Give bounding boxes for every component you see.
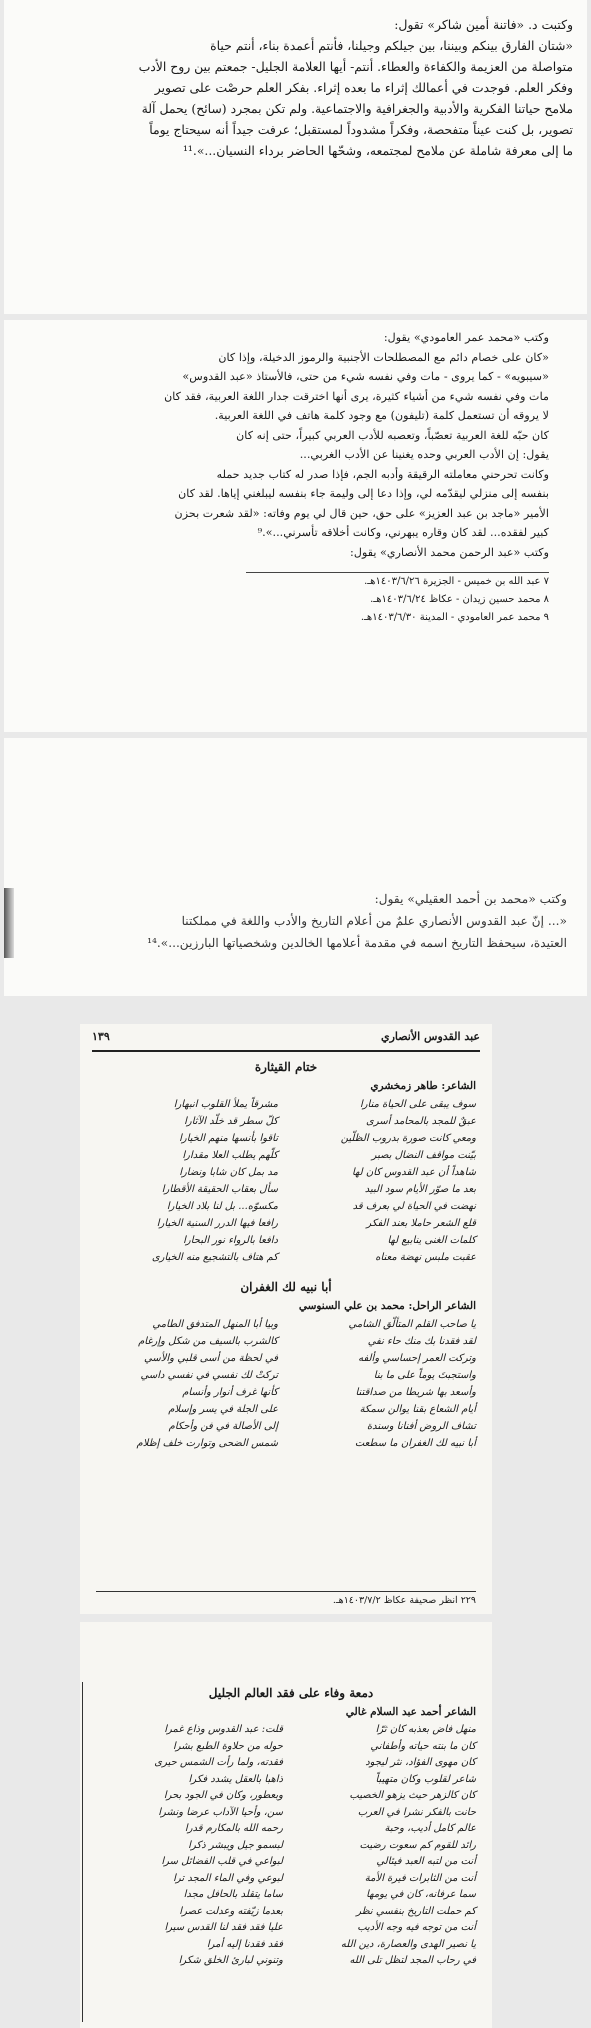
verse-first-hemistich: ومعي كانت صورة بدروب الظلّين bbox=[340, 1133, 476, 1144]
verse-first-hemistich: أبا نبيه لك الغفران ما سطعت bbox=[354, 1438, 476, 1449]
footnote-line: ٩ محمد عمر العامودي - المدينة ١٤٠٣/٦/٣٠هـ. bbox=[360, 612, 549, 623]
verse-first-hemistich: قلع الشعر حاملا بعند الفكر bbox=[366, 1218, 476, 1229]
verse-first-hemistich: سما عرفانه، كان في يومها bbox=[366, 1889, 476, 1900]
verse-second-hemistich: وبيا أبا المنهل المتدفق الطامي bbox=[152, 1319, 278, 1330]
text-line: ملامح حياتنا الفكرية والأدبية والجغرافية والاجتماعية. ولم تكن بمجرد (سائح) يحمل آلة bbox=[141, 101, 573, 116]
verse-first-hemistich: واستجبتَ يوماً على ما بنا bbox=[373, 1370, 476, 1381]
verse-first-hemistich: عقبت ملبس نهضة معناه bbox=[375, 1252, 476, 1263]
verse-first-hemistich: كان مهوى الفؤاد، نثر ليجود bbox=[365, 1757, 476, 1768]
verse-first-hemistich: وأسعد بها شريطا من صداقتنا bbox=[355, 1387, 476, 1398]
verse-second-hemistich: كأنها غرف أنوار وأنسام bbox=[182, 1387, 278, 1398]
verse-second-hemistich: مكسوّه... بل لنا بلاد الخيارا bbox=[166, 1201, 278, 1212]
verse-first-hemistich: كان ما بنته حياته وأطفاني bbox=[370, 1740, 476, 1752]
verse-first-hemistich: لقد فقدنا بك منك حاء نفي bbox=[367, 1336, 476, 1347]
running-head: عبد القدوس الأنصاري bbox=[380, 1030, 480, 1043]
text-line: بنفسه إلى منزلي ليقدّمه لي، وإذا دعا إلى وليمة جاء بنفسه ليبلغني إياها. لقد كان bbox=[178, 487, 549, 500]
poem-title: أبا نبيه لك الغفران bbox=[240, 1280, 332, 1294]
verse-first-hemistich: نهضت في الحياة لي بعرف قد bbox=[352, 1201, 476, 1212]
text-line: العتيدة، سيحفظ التاريخ اسمه في مقدمة أعلامها الخالدين وشخصياتها البارزين...».¹⁴ bbox=[147, 936, 567, 950]
verse-first-hemistich: منهل فاض بعذبه كان ثرّا bbox=[375, 1724, 476, 1735]
verse-second-hemistich: لبوعي وفي الماء المجد ترا bbox=[173, 1872, 283, 1884]
verse-second-hemistich: تاقوا بأنسها منهم الخيارا bbox=[179, 1133, 278, 1144]
text-line: وكتب «محمد عمر العامودي» يقول: bbox=[383, 331, 549, 344]
page-edge-line bbox=[82, 1682, 83, 2022]
verse-second-hemistich: سأل بعقاب الحقيقة الأقطارا bbox=[161, 1184, 278, 1195]
verse-second-hemistich: سن، وأحيا الآداب عرضا ونشرا bbox=[158, 1806, 283, 1818]
verse-second-hemistich: لبسمو جيل ويبشر ذكرا bbox=[188, 1839, 283, 1851]
text-line: وفكر العلم. فوجدت في أعمالك إثراء ما بعده إثراء. بفكر العلم حرصْت على تصوير bbox=[154, 80, 573, 95]
verse-second-hemistich: مد بمل كان شابا ونضارا bbox=[179, 1167, 278, 1178]
verse-first-hemistich: عالم كامل أديب، وحبة bbox=[384, 1823, 476, 1834]
text-line: كبير لفقده... لقد كان وقاره يبهرني، وكانت أخلاقه تأسرني...».⁹ bbox=[257, 526, 549, 539]
book-page-elegy bbox=[80, 1622, 492, 2028]
text-line: وكتبت د. «فاتنة أمين شاكر» تقول: bbox=[394, 17, 573, 32]
verse-second-hemistich: كلّهم يطلب العلا مقدارا bbox=[182, 1150, 278, 1161]
footnote-line: ٧ عبد الله بن خميس - الجزيرة ١٤٠٣/٦/٢٦هـ. bbox=[364, 576, 549, 587]
verse-second-hemistich: بعدما زيّفته وعدلت عصرا bbox=[179, 1905, 283, 1917]
text-line: «كان على خصام دائم مع المصطلحات الأجنبية والرموز الدخيلة، وإذا كان bbox=[218, 350, 549, 364]
poet-name: الشاعر أحمد عبد السلام غالي bbox=[345, 1706, 476, 1718]
verse-second-hemistich: عليا فقد فقد لنا القدس سيرا bbox=[164, 1922, 283, 1933]
text-block bbox=[44, 328, 549, 627]
text-block bbox=[22, 14, 573, 161]
verse-second-hemistich: على الجلة في يسر وإسلام bbox=[168, 1404, 278, 1415]
poem-verses bbox=[80, 1316, 492, 1452]
verse-second-hemistich: تركتْ لك نفسي في نفسي داسي bbox=[140, 1370, 278, 1381]
scan-page-1 bbox=[4, 0, 587, 314]
verse-first-hemistich: عبقٌ للمجد بالمحامد أسرى bbox=[366, 1116, 476, 1127]
verse-second-hemistich: فقدته، ولما رأت الشمس حيرى bbox=[154, 1757, 283, 1768]
verse-second-hemistich: كالشرب بالسيف من شكل وإرغام bbox=[138, 1336, 278, 1347]
verse-first-hemistich: يا نصير الهدى والعصارة، دين الله bbox=[340, 1938, 476, 1950]
text-line: كان حبّه للغة العربية تعصّباً، وتعصبه للأدب العربي كبيراً، حتى إنه كان bbox=[236, 428, 549, 442]
footnote: ٢٢٩ انظر صحيفة عكاظ ١٤٠٣/٧/٢هـ. bbox=[96, 1591, 476, 1606]
verse-second-hemistich: فقد فقدنا إليه أمرا bbox=[206, 1938, 283, 1950]
verse-second-hemistich: ذاهبا بالعقل يشدد فكرا bbox=[188, 1773, 283, 1785]
verse-first-hemistich: تشاف الروض أفنانا وسندة bbox=[366, 1421, 476, 1432]
poet-name: الشاعر: طاهر زمخشري bbox=[370, 1080, 476, 1092]
text-line: متواصلة من العزيمة والكفاءة والعطاء. أنتم- أيها العلامة الجليل- جمعتم بين روح الأدب bbox=[138, 59, 573, 74]
poem-title: ختام القيثارة bbox=[254, 1060, 318, 1074]
verse-first-hemistich: أنت من توجه فيه وجه الأديب bbox=[357, 1922, 476, 1933]
text-line: الأمير «ماجد بن عبد العزيز» على حق، حين قال لي يوم وفاته: «لقد شعرت بحزن bbox=[174, 506, 549, 520]
verse-second-hemistich: لبواعي في قلب الفضائل سرا bbox=[161, 1856, 283, 1867]
verse-first-hemistich: سوف يبقى على الحياة منارا bbox=[359, 1099, 476, 1110]
verse-second-hemistich: مشرقاً يملأ القلوب انبهارا bbox=[173, 1099, 278, 1110]
verse-second-hemistich: وبعطور، وكان في الجود بحرا bbox=[163, 1790, 283, 1801]
verse-first-hemistich: أنت من الثابرات فيرة الأمة bbox=[364, 1872, 476, 1884]
text-line: وكتب «عبد الرحمن محمد الأنصاري» يقول: bbox=[350, 545, 549, 559]
verse-second-hemistich: إلى الأصالة في فن وأحكام bbox=[168, 1421, 278, 1432]
page-edge-shadow bbox=[4, 888, 14, 958]
poet-name: الشاعر الراحل: محمد بن علي السنوسي bbox=[298, 1300, 476, 1312]
text-line: تصوير، بل كنت عيناً متفحصة، وفكراً مشدوداً لمستقبل؛ عرفت جيداً أنه سيحتاج يوماً bbox=[149, 122, 573, 137]
footnote-line: ٨ محمد حسين زيدان - عكاظ ١٤٠٣/٦/٢٤هـ. bbox=[370, 594, 549, 605]
poem-title: دمعة وفاء على فقد العالم الجليل bbox=[208, 1686, 374, 1700]
text-line: يقول: إن الأدب العربي وحده يغنينا عن الأدب الغربي... bbox=[299, 448, 549, 461]
verse-first-hemistich: كلمات الغنى ينابيع لها bbox=[387, 1235, 476, 1246]
poem-verses bbox=[80, 1096, 492, 1266]
verse-first-hemistich: حانت بالفكر نشرا في العرب bbox=[357, 1806, 476, 1818]
verse-second-hemistich: ساما يتقلد بالحافل مجدا bbox=[183, 1889, 283, 1900]
text-line: «سيبويه» - كما يروى - مات وفي نفسه شيء من حتى، فالأستاذ «عبد القدوس» bbox=[182, 370, 549, 383]
verse-first-hemistich: بيّنت مواقف النضال بصبر bbox=[371, 1150, 476, 1161]
verse-second-hemistich: في لحظة من أسى قلبي والأسي bbox=[143, 1353, 278, 1364]
verse-second-hemistich: كم هتاف بالتشجيع منه الخيارى bbox=[151, 1252, 278, 1263]
verse-first-hemistich: في رحاب المجد لتظل تلى الله bbox=[349, 1955, 476, 1966]
verse-first-hemistich: شاهداً أن عبد القدوس كان لها bbox=[352, 1167, 476, 1178]
verse-second-hemistich: قلت: عبد القدوس وذاع غمرا bbox=[164, 1724, 283, 1735]
verse-first-hemistich: أيام الشعاع بقنا يوالن سمكة bbox=[359, 1404, 476, 1415]
verse-first-hemistich: شاعر لقلوب وكان متهيباً bbox=[375, 1773, 476, 1785]
text-line: مات وفي نفسه شيء من أشياء كثيرة، يرى أنها اخترقت جدار اللغة العربية، فقد كان bbox=[164, 389, 549, 403]
verse-second-hemistich: كلّ سطر قد خلّد الآثارا bbox=[184, 1116, 278, 1127]
verse-second-hemistich: شمس الضحى وتوارت خلف إظلام bbox=[136, 1438, 278, 1449]
page-number: ١٣٩ bbox=[92, 1030, 110, 1043]
verse-first-hemistich: كم حملت التاريخ بنفسي نظر bbox=[356, 1905, 476, 1917]
running-header bbox=[92, 1030, 480, 1052]
verse-first-hemistich: أنت من لتبه العبد فيئالي bbox=[376, 1856, 476, 1867]
verse-first-hemistich: كان كالزهر حيث يزهو الخصيب bbox=[349, 1790, 476, 1801]
verse-second-hemistich: رافعا فيها الدرر السنية الخيارا bbox=[156, 1218, 278, 1229]
book-page-139 bbox=[80, 1024, 492, 1614]
text-block bbox=[44, 888, 567, 954]
text-line: «شتان الفارق بينكم وبيننا، بين جيلكم وجيلنا، فأنتم أعمدة بناء، أنتم حياة bbox=[210, 38, 573, 53]
verse-second-hemistich: رحمه الله بالمكارم قدرا bbox=[184, 1823, 283, 1834]
verse-second-hemistich: وتنوني لبارئ الخلق شكرا bbox=[178, 1955, 283, 1966]
text-line: لا يروقه أن تستعمل كلمة (تليفون) مع وجود كلمة هاتف في اللغة العربية. bbox=[214, 409, 549, 422]
text-line: وكتب «محمد بن أحمد العقيلي» يقول: bbox=[374, 892, 567, 906]
scan-page-2 bbox=[4, 320, 587, 732]
text-line: «... إنّ عبد القدوس الأنصاري علمٌ من أعلام التاريخ والأدب واللغة في مملكتنا bbox=[181, 914, 567, 928]
verse-first-hemistich: يا صاحب القلم المتألّق الشامي bbox=[348, 1319, 476, 1330]
verse-second-hemistich: حوله من حلاوة الطبع بشرا bbox=[172, 1740, 283, 1752]
footnotes bbox=[246, 572, 549, 627]
text-line: وكانت تحرحني معاملته الرقيقة وأدبه الجم، فإذا صدر له كتاب جديد حمله bbox=[216, 467, 549, 481]
poem-verses bbox=[90, 1722, 492, 1970]
verse-first-hemistich: رائد للقوم كم سعوت رضيت bbox=[359, 1839, 476, 1851]
scan-page-3 bbox=[4, 738, 587, 996]
text-line: ما إلى معرفة شاملة عن ملامح لمجتمعه، وشحّها الحاضر برداء النسيان...».¹¹ bbox=[182, 143, 573, 158]
verse-first-hemistich: بعد ما صوّر الأيام سود البيد bbox=[364, 1184, 476, 1195]
verse-second-hemistich: دافعا بالرواء نور البحارا bbox=[183, 1235, 278, 1246]
verse-first-hemistich: وتركت العمر إحساسي وألفه bbox=[358, 1353, 476, 1364]
